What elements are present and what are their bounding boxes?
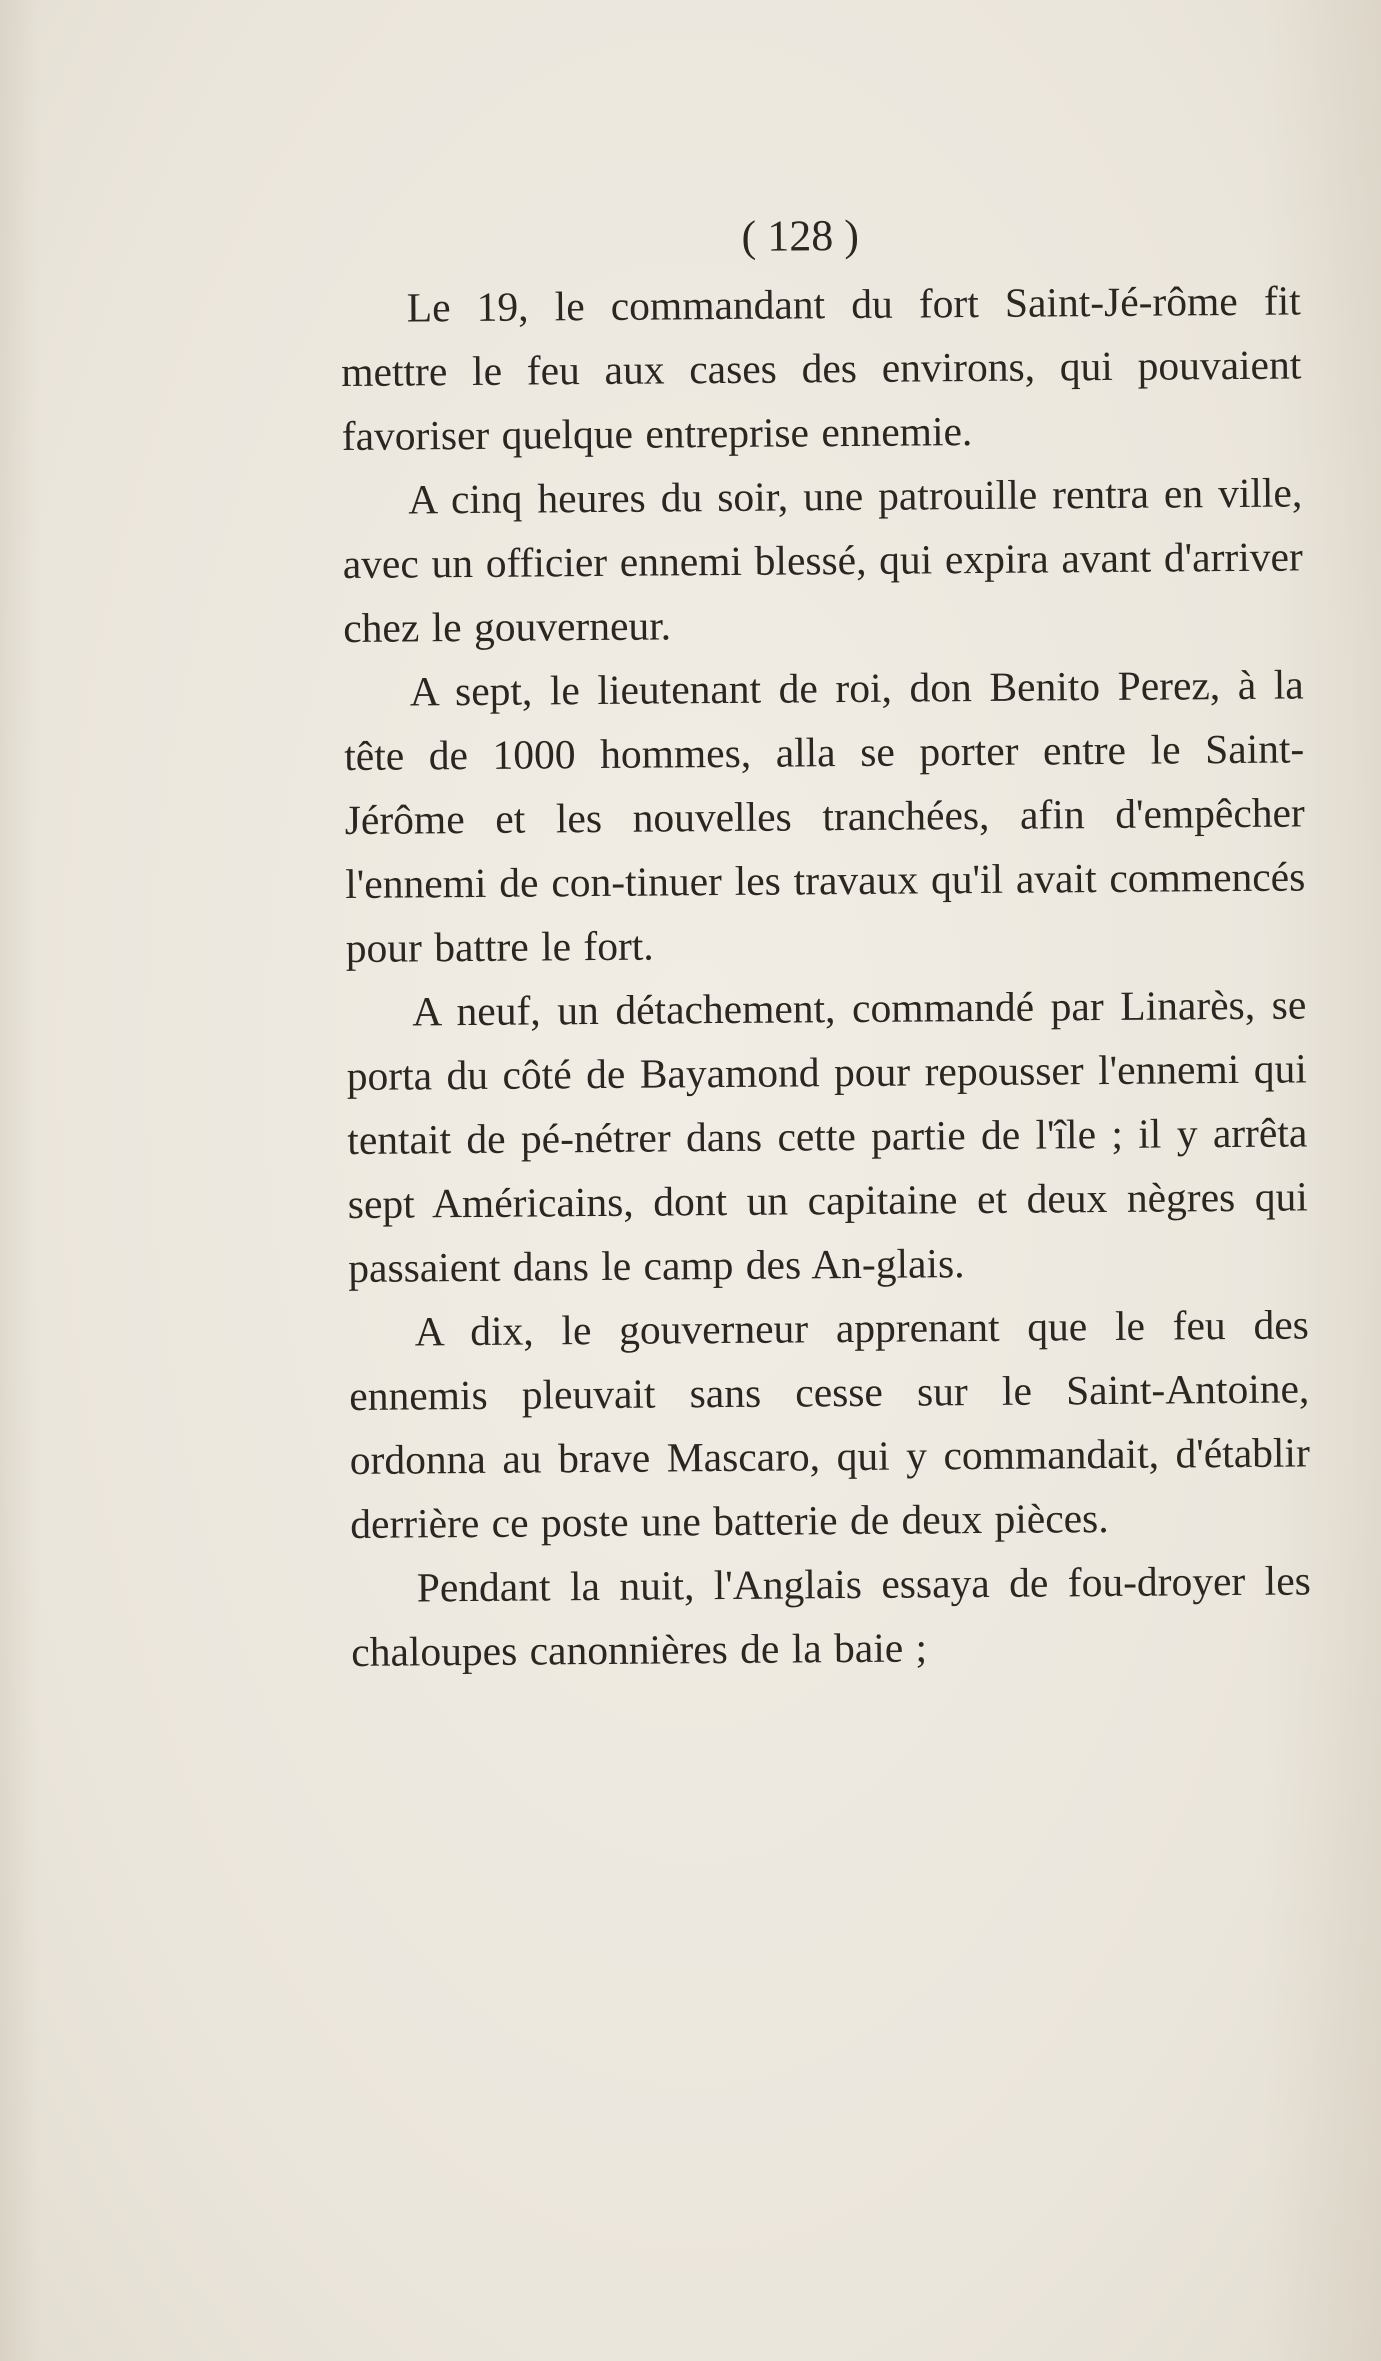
page-number: ( 128 ) <box>741 210 860 261</box>
page-text-block <box>340 202 1312 1683</box>
paragraph-5: A dix, le gouverneur apprenant que le feu des ennemis pleuvait sans cesse sur le Saint-Antoine, ordonna au brave Mascaro, qui y commandait, d'établir derrière ce poste une batterie de deux pièces. <box>349 1301 1310 1547</box>
paragraph-6: Pendant la nuit, l'Anglais essaya de fou-droyer les chaloupes canonnières de la baie ; <box>351 1557 1311 1675</box>
paragraph-2: A cinq heures du soir, une patrouille rentra en ville, avec un officier ennemi blessé, qui expira avant d'arriver chez le gouverneur. <box>342 469 1303 651</box>
paragraph-1: Le 19, le commandant du fort Saint-Jé-rôme fit mettre le feu aux cases des environs, qui pouvaient favoriser quelque entreprise ennemie. <box>341 277 1302 459</box>
paragraph-3: A sept, le lieutenant de roi, don Benito Perez, à la tête de 1000 hommes, alla se porter entre le Saint-Jérôme et les nouvelles tranchées, afin d'empêcher l'ennemi de con-tinuer les travaux qu'il avait commencés pour battre le fort. <box>344 661 1306 971</box>
paragraph-4: A neuf, un détachement, commandé par Linarès, se porta du côté de Bayamond pour repousser l'ennemi qui tentait de pé-nétrer dans cette partie de l'île ; il y arrêta sept Américains, dont un capitaine et deux nègres qui passaient dans le camp des An-glais. <box>346 981 1308 1291</box>
